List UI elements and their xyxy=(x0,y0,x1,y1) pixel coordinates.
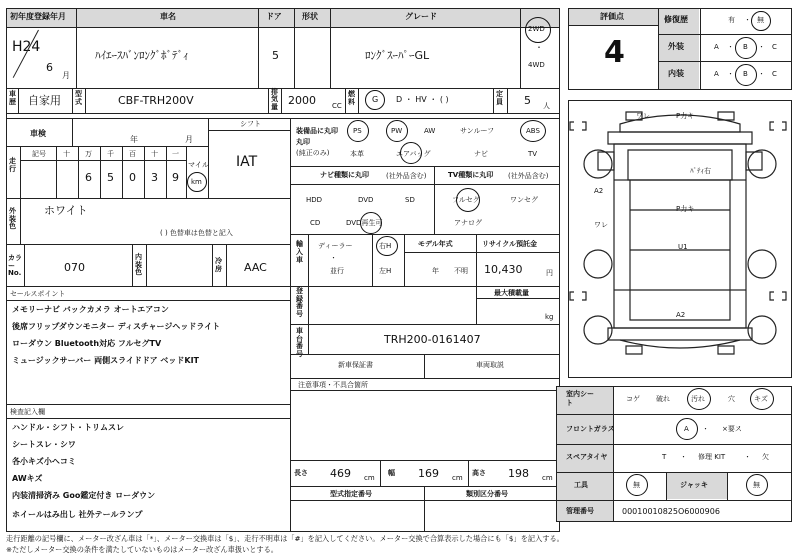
repair-label: 修復歴 xyxy=(664,15,688,24)
digit-label-5: 十 xyxy=(151,150,158,158)
max-load-label: 最大積載量 xyxy=(494,289,529,297)
inspector-line-1: ハンドル・シフト・トリムスレ xyxy=(12,423,124,432)
shaken-year-unit: 年 xyxy=(130,135,138,144)
width-cm: cm xyxy=(452,474,463,482)
new-warranty: 新車保証書 xyxy=(338,361,373,369)
tools-label: 工具 xyxy=(574,481,588,489)
height-cm: cm xyxy=(542,474,553,482)
glass-dot: ・ xyxy=(702,425,709,433)
model-year-unit: 年 xyxy=(432,267,439,275)
equip-pw: PW xyxy=(391,127,403,135)
int-dot1: ・ xyxy=(727,70,734,78)
seat-tear: 破れ xyxy=(656,395,670,403)
sales-point-1: メモリーナビ バックカメラ オートエアコン xyxy=(12,305,169,314)
spare-none: 欠 xyxy=(762,453,769,461)
mileage-label: 走行 xyxy=(9,157,16,173)
width-label: 幅 xyxy=(388,469,395,477)
yen-unit: 円 xyxy=(546,269,553,277)
digit-label-6: 一 xyxy=(172,150,179,158)
first-reg-label: 初年度登録年月 xyxy=(10,12,66,21)
car-name: ﾊｲｴｰｽﾊﾞﾝﾛﾝｸﾞﾎﾞﾃﾞｨ xyxy=(95,49,189,62)
tools-value: 無 xyxy=(633,481,640,489)
sales-point-3: ローダウン Bluetooth対応 フルセグTV xyxy=(12,339,162,348)
capacity-value: 5 xyxy=(524,94,531,107)
digit-6: 9 xyxy=(172,171,179,184)
footer-line-2: ※ただしメーター交換の条件を満たしていないものはメーター改ざん車扱いとする。 xyxy=(6,545,278,554)
diagram-label-4: A2 xyxy=(594,187,604,195)
ext-c: C xyxy=(772,43,777,51)
int-a: A xyxy=(714,70,719,78)
tv-analog: アナログ xyxy=(454,219,482,227)
color-no-label: カラーNo. xyxy=(8,254,22,278)
glass-repair: ×要ス xyxy=(722,425,742,433)
footer-line-1: 走行距離の記号欄に、メーター改ざん車は「*」、メーター交換車は「$」、走行不明車は「#」を記入してください。メーター交換で合算表示した場合にも「$」を記入する。 xyxy=(6,534,564,543)
equip-airbag: エアバッグ xyxy=(396,150,431,158)
drive-2wd: 2WD xyxy=(528,25,545,33)
spare-t: T xyxy=(662,453,667,461)
shaken-month-unit: 月 xyxy=(185,135,193,144)
import-right: 右H xyxy=(379,242,392,250)
interior-score-label: 内装 xyxy=(668,69,684,78)
navi-sd: SD xyxy=(405,196,415,204)
equip-leather: 本革 xyxy=(350,150,364,158)
grade-label: グレード xyxy=(405,12,437,21)
import-label: 輸入車 xyxy=(296,240,303,265)
km-label: km xyxy=(191,178,202,186)
cooler-value: AAC xyxy=(244,261,267,274)
mile-label: マイル xyxy=(188,161,209,169)
score-value: 4 xyxy=(604,35,625,70)
repair-yes: 有 xyxy=(728,16,735,24)
navi-dvd: DVD xyxy=(358,196,374,204)
grade-value: ﾛﾝｸﾞｽｰﾊﾟｰGL xyxy=(365,49,430,62)
exterior-color-label: 外装色 xyxy=(9,207,16,231)
navi-cd: CD xyxy=(310,219,321,227)
shaken-label: 車検 xyxy=(30,129,46,138)
jack-value: 無 xyxy=(753,481,760,489)
tv-sub: (社外品含む) xyxy=(508,172,549,180)
type-no-label: 型式指定番号 xyxy=(330,490,372,498)
digit-2: 6 xyxy=(85,171,92,184)
color-note: ( ) 色替車は色替と記入 xyxy=(160,229,233,237)
digit-label-4: 百 xyxy=(129,150,136,158)
sales-point-4: ミュージックサーバー 両側スライドドア ベッドKIT xyxy=(12,356,200,365)
glass-label: フロントガラス xyxy=(566,425,615,433)
inspector-line-3: 各小キズ小ヘコミ xyxy=(12,457,76,466)
interior-color-label: 内装色 xyxy=(135,253,142,277)
sales-point-2: 後席フリップダウンモニター ディスチャージヘッドライト xyxy=(12,322,221,331)
length-cm: cm xyxy=(364,474,375,482)
import-parallel: 並行 xyxy=(330,267,344,275)
inspector-line-5: 内装清掃済み Goo鑑定付き ローダウン xyxy=(12,491,156,500)
exterior-score-label: 外装 xyxy=(668,42,684,51)
inspector-line-6: ホイールはみ出し 社外テールランプ xyxy=(12,510,143,519)
navi-label: ナビ種類に丸印 xyxy=(320,171,369,179)
reg-month-unit: 月 xyxy=(62,71,70,80)
seat-label: 室内シート xyxy=(566,390,594,407)
height-label: 高さ xyxy=(472,469,486,477)
displacement-label: 排気量 xyxy=(271,88,278,111)
equip-aw: AW xyxy=(424,127,436,135)
chassis-label: 車台番 xyxy=(296,327,303,351)
import-dealer: ディーラー xyxy=(318,242,353,250)
model-value: CBF-TRH200V xyxy=(118,94,194,107)
ext-a: A xyxy=(714,43,719,51)
mgmt-value: 00010010825O6000906 xyxy=(622,507,720,516)
height-value: 198 xyxy=(508,467,529,480)
length-label: 長さ xyxy=(294,469,308,477)
diagram-label-3: ﾊﾟﾃｨ右 xyxy=(690,167,711,175)
int-b: B xyxy=(743,70,748,78)
capacity-label: 定員 xyxy=(496,90,503,106)
kigou-label: 記号 xyxy=(32,150,46,158)
equip-abs: ABS xyxy=(526,127,540,135)
kg-unit: kg xyxy=(545,313,554,321)
int-dot2: ・ xyxy=(758,70,765,78)
jack-label: ジャッキ xyxy=(680,481,708,489)
inspector-line-2: シートスレ・シワ xyxy=(12,440,76,449)
reg-no-label: 登録番号 xyxy=(296,287,303,319)
recycle-label: リサイクル預託金 xyxy=(482,240,538,248)
notes-label: 注意事項・不具合箇所 xyxy=(298,381,368,389)
door-label: ドア xyxy=(266,12,282,21)
tv-label: TV種類に丸印 xyxy=(448,171,494,179)
ext-b: B xyxy=(743,43,748,51)
diagram-label-8: A2 xyxy=(676,311,686,319)
spare-kit: 修理 KIT xyxy=(698,453,726,461)
diagram-label-7: U1 xyxy=(678,243,688,251)
import-left: 左H xyxy=(379,267,392,275)
int-c: C xyxy=(772,70,777,78)
digit-3: 5 xyxy=(107,171,114,184)
recycle-value: 10,430 xyxy=(484,263,523,276)
mgmt-label: 管理番号 xyxy=(566,507,594,515)
shift-label: シフト xyxy=(240,120,261,128)
reg-year: H24 xyxy=(12,39,41,55)
sales-points-label: セールスポイント xyxy=(10,290,66,298)
seat-dirt: 汚れ xyxy=(691,395,705,403)
chassis-value: TRH200-0161407 xyxy=(384,333,481,346)
width-value: 169 xyxy=(418,467,439,480)
displacement-value: 2000 xyxy=(288,94,316,107)
seat-burn: コゲ xyxy=(626,395,640,403)
usage-label: 車歴 xyxy=(9,90,16,106)
tv-oneseg: ワンセグ xyxy=(510,196,538,204)
fuel-g: G xyxy=(372,95,379,104)
diagram-label-2: P力キ xyxy=(676,112,695,120)
person-unit: 人 xyxy=(543,102,550,110)
header-row-bg xyxy=(7,9,559,27)
digit-label-3: 千 xyxy=(107,150,114,158)
ext-dot1: ・ xyxy=(727,43,734,51)
fuel-label: 燃料 xyxy=(348,90,355,106)
equip-navi: ナビ xyxy=(474,150,488,158)
seat-scratch: キズ xyxy=(754,395,768,403)
digit-label-1: 十 xyxy=(63,150,70,158)
model-year-unknown: 不明 xyxy=(454,267,468,275)
color-no: 070 xyxy=(64,261,85,274)
drive-4wd: 4WD xyxy=(528,61,545,69)
equip-tv: TV xyxy=(528,150,538,158)
diagram-label-6: P力キ xyxy=(676,205,695,213)
usage: 自家用 xyxy=(28,94,61,107)
door-count: 5 xyxy=(272,49,279,62)
owner-manual: 車両取説 xyxy=(476,361,504,369)
diagram-label-1: ワレ xyxy=(636,112,650,120)
repair-dot: ・ xyxy=(744,16,751,24)
exterior-color: ホワイト xyxy=(44,204,88,217)
glass-a: A xyxy=(684,425,689,433)
repair-no: 無 xyxy=(757,16,764,24)
equipment-label: 装備品に丸印 xyxy=(296,127,338,135)
cc-unit: CC xyxy=(332,102,342,110)
spare-dot1: ・ xyxy=(680,453,687,461)
car-damage-diagram xyxy=(568,100,792,378)
digit-label-2: 万 xyxy=(85,150,92,158)
drive-dot: ・ xyxy=(535,43,543,52)
model-year-label: モデル年式 xyxy=(418,240,453,248)
seat-hole: 穴 xyxy=(728,395,735,403)
navi-sub: (社外品含む) xyxy=(386,172,427,180)
digit-5: 3 xyxy=(151,171,158,184)
shape-label: 形状 xyxy=(302,12,318,21)
fuel-options: D ・ HV ・ ( ) xyxy=(396,95,449,104)
inspector-label: 検査記入欄 xyxy=(10,408,45,416)
diagram-label-5: ワレ xyxy=(594,221,608,229)
shift-value: IAT xyxy=(236,154,258,170)
equip-sunroof: サンルーフ xyxy=(460,127,495,135)
ext-dot2: ・ xyxy=(758,43,765,51)
inspector-line-4: AWキズ xyxy=(12,474,43,483)
cooler-label: 冷房 xyxy=(215,257,222,273)
spare-label: スペアタイヤ xyxy=(566,453,608,461)
navi-dvd-play: DVD再生可 xyxy=(346,219,383,227)
model-label: 型式 xyxy=(75,90,82,106)
reg-month: 6 xyxy=(46,61,53,74)
equipment-sub: (純正のみ) xyxy=(296,149,330,157)
import-dot: ・ xyxy=(330,254,337,262)
tv-fullseg: フルセグ xyxy=(452,196,480,204)
equip-ps: PS xyxy=(353,127,362,135)
car-name-label: 車名 xyxy=(160,12,176,21)
length-value: 469 xyxy=(330,467,351,480)
equipment-sub2: 丸印 xyxy=(296,138,310,146)
spare-dot2: ・ xyxy=(744,453,751,461)
class-no-label: 類別区分番号 xyxy=(466,490,508,498)
score-label: 評価点 xyxy=(600,12,624,21)
digit-4: 0 xyxy=(129,171,136,184)
navi-hdd: HDD xyxy=(306,196,323,204)
